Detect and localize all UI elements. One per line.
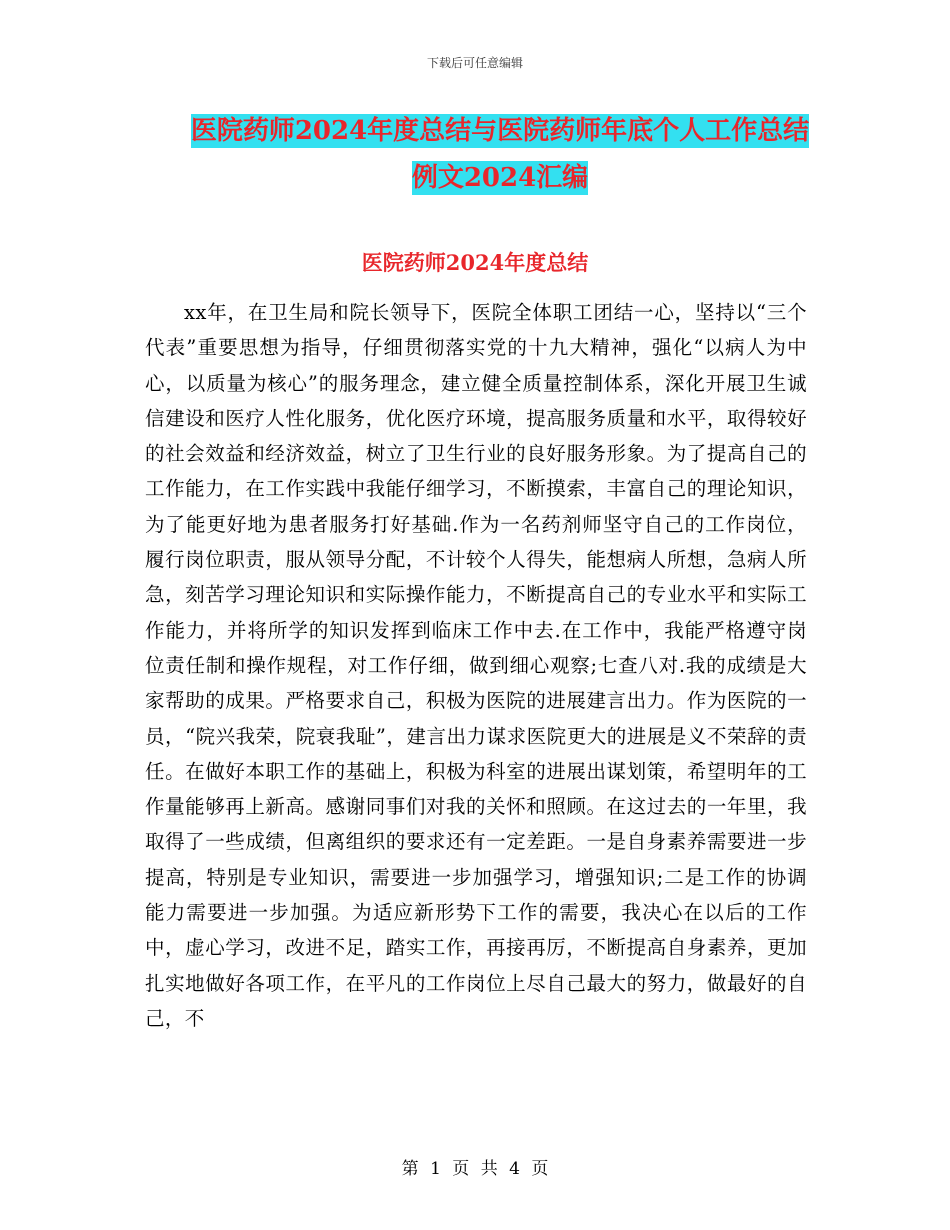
page-header-note: 下载后可任意编辑 xyxy=(426,56,523,70)
page-number: 第 1 页 共 4 页 xyxy=(401,1159,549,1179)
document-title-line-1: 医院药师2024年度总结与医院药师年底个人工作总结 xyxy=(190,116,810,146)
section-title: 医院药师2024年度总结 xyxy=(361,250,589,275)
document-title-line-2: 例文2024汇编 xyxy=(411,163,589,193)
body-paragraph: xx年，在卫生局和院长领导下，医院全体职工团结一心，坚持以“三个代表”重要思想为指导，仔细贯彻落实党的十九大精神，强化“以病人为中心，以质量为核心”的服务理念，建立健全质量控制体系，深化开展卫生诚信建设和医疗人性化服务，优化医疗环境，提高服务质量和水平，取得较好的社会效益和经济效益，树立了卫生行业的良好服务形象。为了提高自己的工作能力，在工作实践中我能仔细学习，不断摸索，丰富自己的理论知识，为了能更好地为患者服务打好基础.作为一名药剂师坚守自己的工作岗位，履行岗位职责，服从领导分配，不计较个人得失，能想病人所想，急病人所急，刻苦学习理论知识和实际操作能力，不断提高自己的专业水平和实际工作能力，并将所学的知识发挥到临床工作中去.在工作中，我能严格遵守岗位责任制和操作规程，对工作仔细，做到细心观察;七查八对.我的成绩是大家帮助的成果。严格要求自己，积极为医院的进展建言出力。作为医院的一员，“院兴我荣，院衰我耻”，建言出力谋求医院更大的进展是义不荣辞的责任。在做好本职工作的基础上，积极为科室的进展出谋划策，希望明年的工作量能够再上新高。感谢同事们对我的关怀和照顾。在这过去的一年里，我取得了一些成绩，但离组织的要求还有一定差距。一是自身素养需要进一步提高，特别是专业知识，需要进一步加强学习，增强知识;二是工作的协调能力需要进一步加强。为适应新形势下工作的需要，我决心在以后的工作中，虚心学习，改进不足，踏实工作，再接再厉，不断提高自身素养，更加扎实地做好各项工作，在平凡的工作岗位上尽自己最大的努力，做最好的自己，不 xyxy=(145,301,807,1030)
document-title xyxy=(150,108,850,202)
